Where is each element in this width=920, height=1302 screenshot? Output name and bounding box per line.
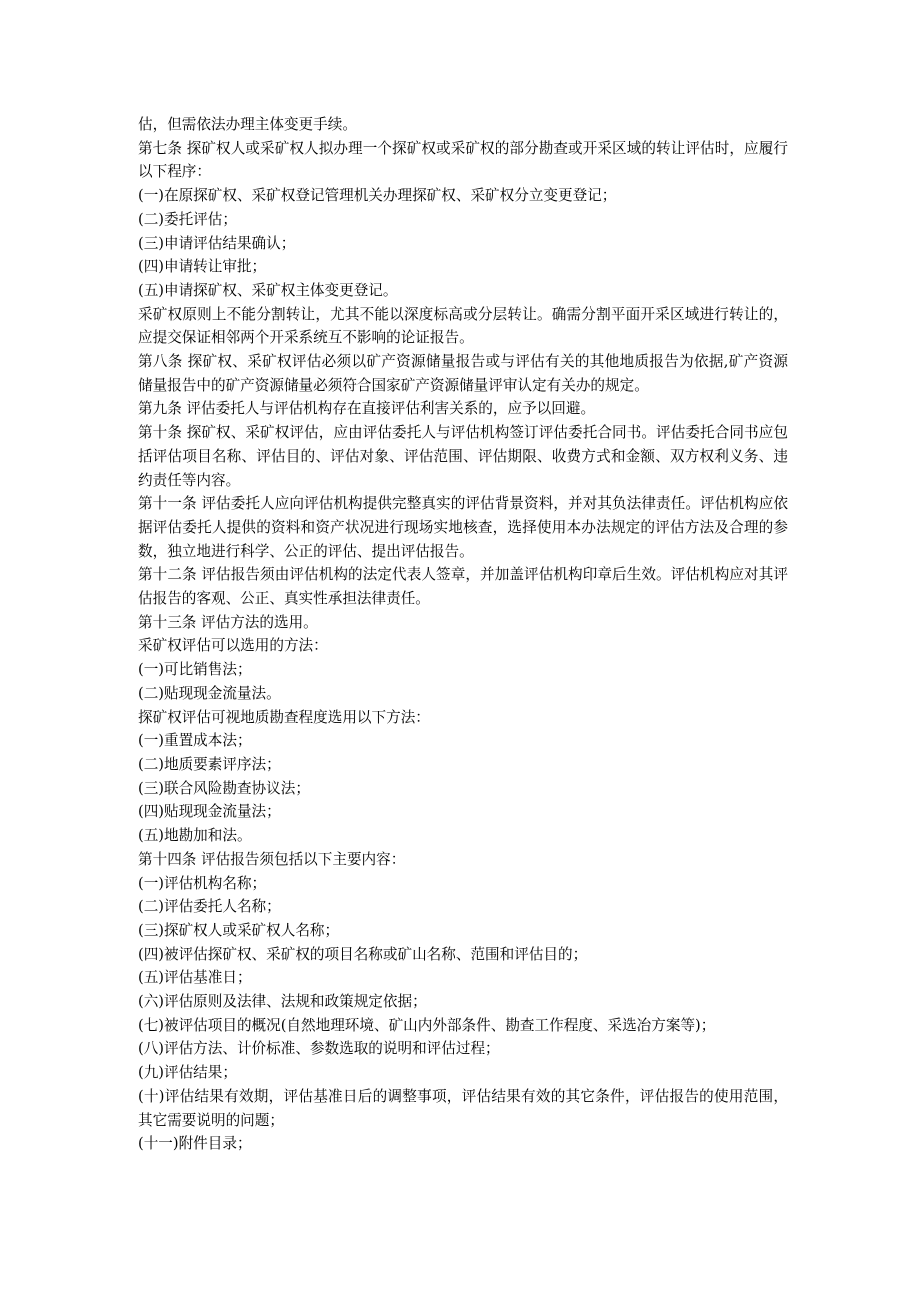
- paragraph-continuation: 估，但需依法办理主体变更手续。: [138, 116, 357, 133]
- article-14-item-3: (三)探矿权人或采矿权人名称；: [138, 921, 340, 939]
- article-14-item-10: (十)评估结果有效期，评估基准日后的调整事项，评估结果有效的其它条件，评估报告的使用范围，其它需要说明的问题；: [138, 1087, 788, 1129]
- document-body: [138, 113, 788, 1156]
- article-14-item-11: (十一)附件目录；: [138, 1135, 252, 1153]
- exploration-method-2: (二)地质要素评序法；: [138, 755, 281, 773]
- article-13: 第十三条 评估方法的选用。: [138, 613, 318, 631]
- article-14-item-1: (一)评估机构名称；: [138, 874, 267, 892]
- article-7-item-3: (三)申请评估结果确认；: [138, 234, 296, 252]
- article-14-item-2: (二)评估委托人名称；: [138, 898, 281, 916]
- mining-right-methods-heading: 采矿权评估可以选用的方法：: [138, 637, 328, 655]
- mining-method-2: (二)贴现现金流量法。: [138, 684, 281, 702]
- article-7-item-5: (五)申请探矿权、采矿权主体变更登记。: [138, 281, 398, 299]
- article-14-item-7: (七)被评估项目的概况(自然地理环境、矿山内外部条件、勘查工作程度、采选冶方案等)；: [138, 1016, 716, 1034]
- article-7-note: 采矿权原则上不能分割转让，尤其不能以深度标高或分层转让。确需分割平面开采区域进行转让的，应提交保证相邻两个开采系统互不影响的论证报告。: [138, 305, 788, 347]
- article-14-item-4: (四)被评估探矿权、采矿权的项目名称或矿山名称、范围和评估目的；: [138, 945, 588, 963]
- article-7: 第七条 探矿权人或采矿权人拟办理一个探矿权或采矿权的部分勘查或开采区域的转让评估时，应履行以下程序：: [138, 139, 788, 181]
- article-11: 第十一条 评估委托人应向评估机构提供完整真实的评估背景资料，并对其负法律责任。评估机构应依据评估委托人提供的资料和资产状况进行现场实地核查，选择使用本办法规定的评估方法及合理的参数，独立地进行科学、公正的评估、提出评估报告。: [138, 495, 788, 560]
- exploration-method-4: (四)贴现现金流量法；: [138, 803, 281, 821]
- article-14: 第十四条 评估报告须包括以下主要内容：: [138, 850, 406, 868]
- exploration-method-5: (五)地勘加和法。: [138, 827, 252, 845]
- article-14-item-9: (九)评估结果；: [138, 1064, 237, 1082]
- article-14-item-8: (八)评估方法、计价标准、参数选取的说明和评估过程；: [138, 1040, 500, 1058]
- exploration-right-methods-heading: 探矿权评估可视地质勘查程度选用以下方法：: [138, 708, 430, 726]
- article-9: 第九条 评估委托人与评估机构存在直接评估利害关系的，应予以回避。: [138, 400, 596, 418]
- exploration-method-1: (一)重置成本法；: [138, 732, 252, 750]
- article-7-item-1: (一)在原探矿权、采矿权登记管理机关办理探矿权、采矿权分立变更登记；: [138, 187, 617, 205]
- article-7-item-4: (四)申请转让审批；: [138, 258, 267, 276]
- article-12: 第十二条 评估报告须由评估机构的法定代表人签章，并加盖评估机构印章后生效。评估机构应对其评估报告的客观、公正、真实性承担法律责任。: [138, 566, 788, 608]
- article-14-item-5: (五)评估基准日；: [138, 969, 252, 987]
- article-10: 第十条 探矿权、采矿权评估，应由评估委托人与评估机构签订评估委托合同书。评估委托合同书应包括评估项目名称、评估目的、评估对象、评估范围、评估期限、收费方式和金额、双方权利义务、违约责任等内容。: [138, 424, 788, 489]
- article-8: 第八条 探矿权、采矿权评估必须以矿产资源储量报告或与评估有关的其他地质报告为依据,矿产资源储量报告中的矿产资源储量必须符合国家矿产资源储量评审认定有关办的规定。: [138, 353, 788, 394]
- article-14-item-6: (六)评估原则及法律、法规和政策规定依据；: [138, 993, 427, 1011]
- mining-method-1: (一)可比销售法；: [138, 661, 252, 679]
- exploration-method-3: (三)联合风险勘查协议法；: [138, 779, 310, 797]
- article-7-item-2: (二)委托评估；: [138, 210, 237, 228]
